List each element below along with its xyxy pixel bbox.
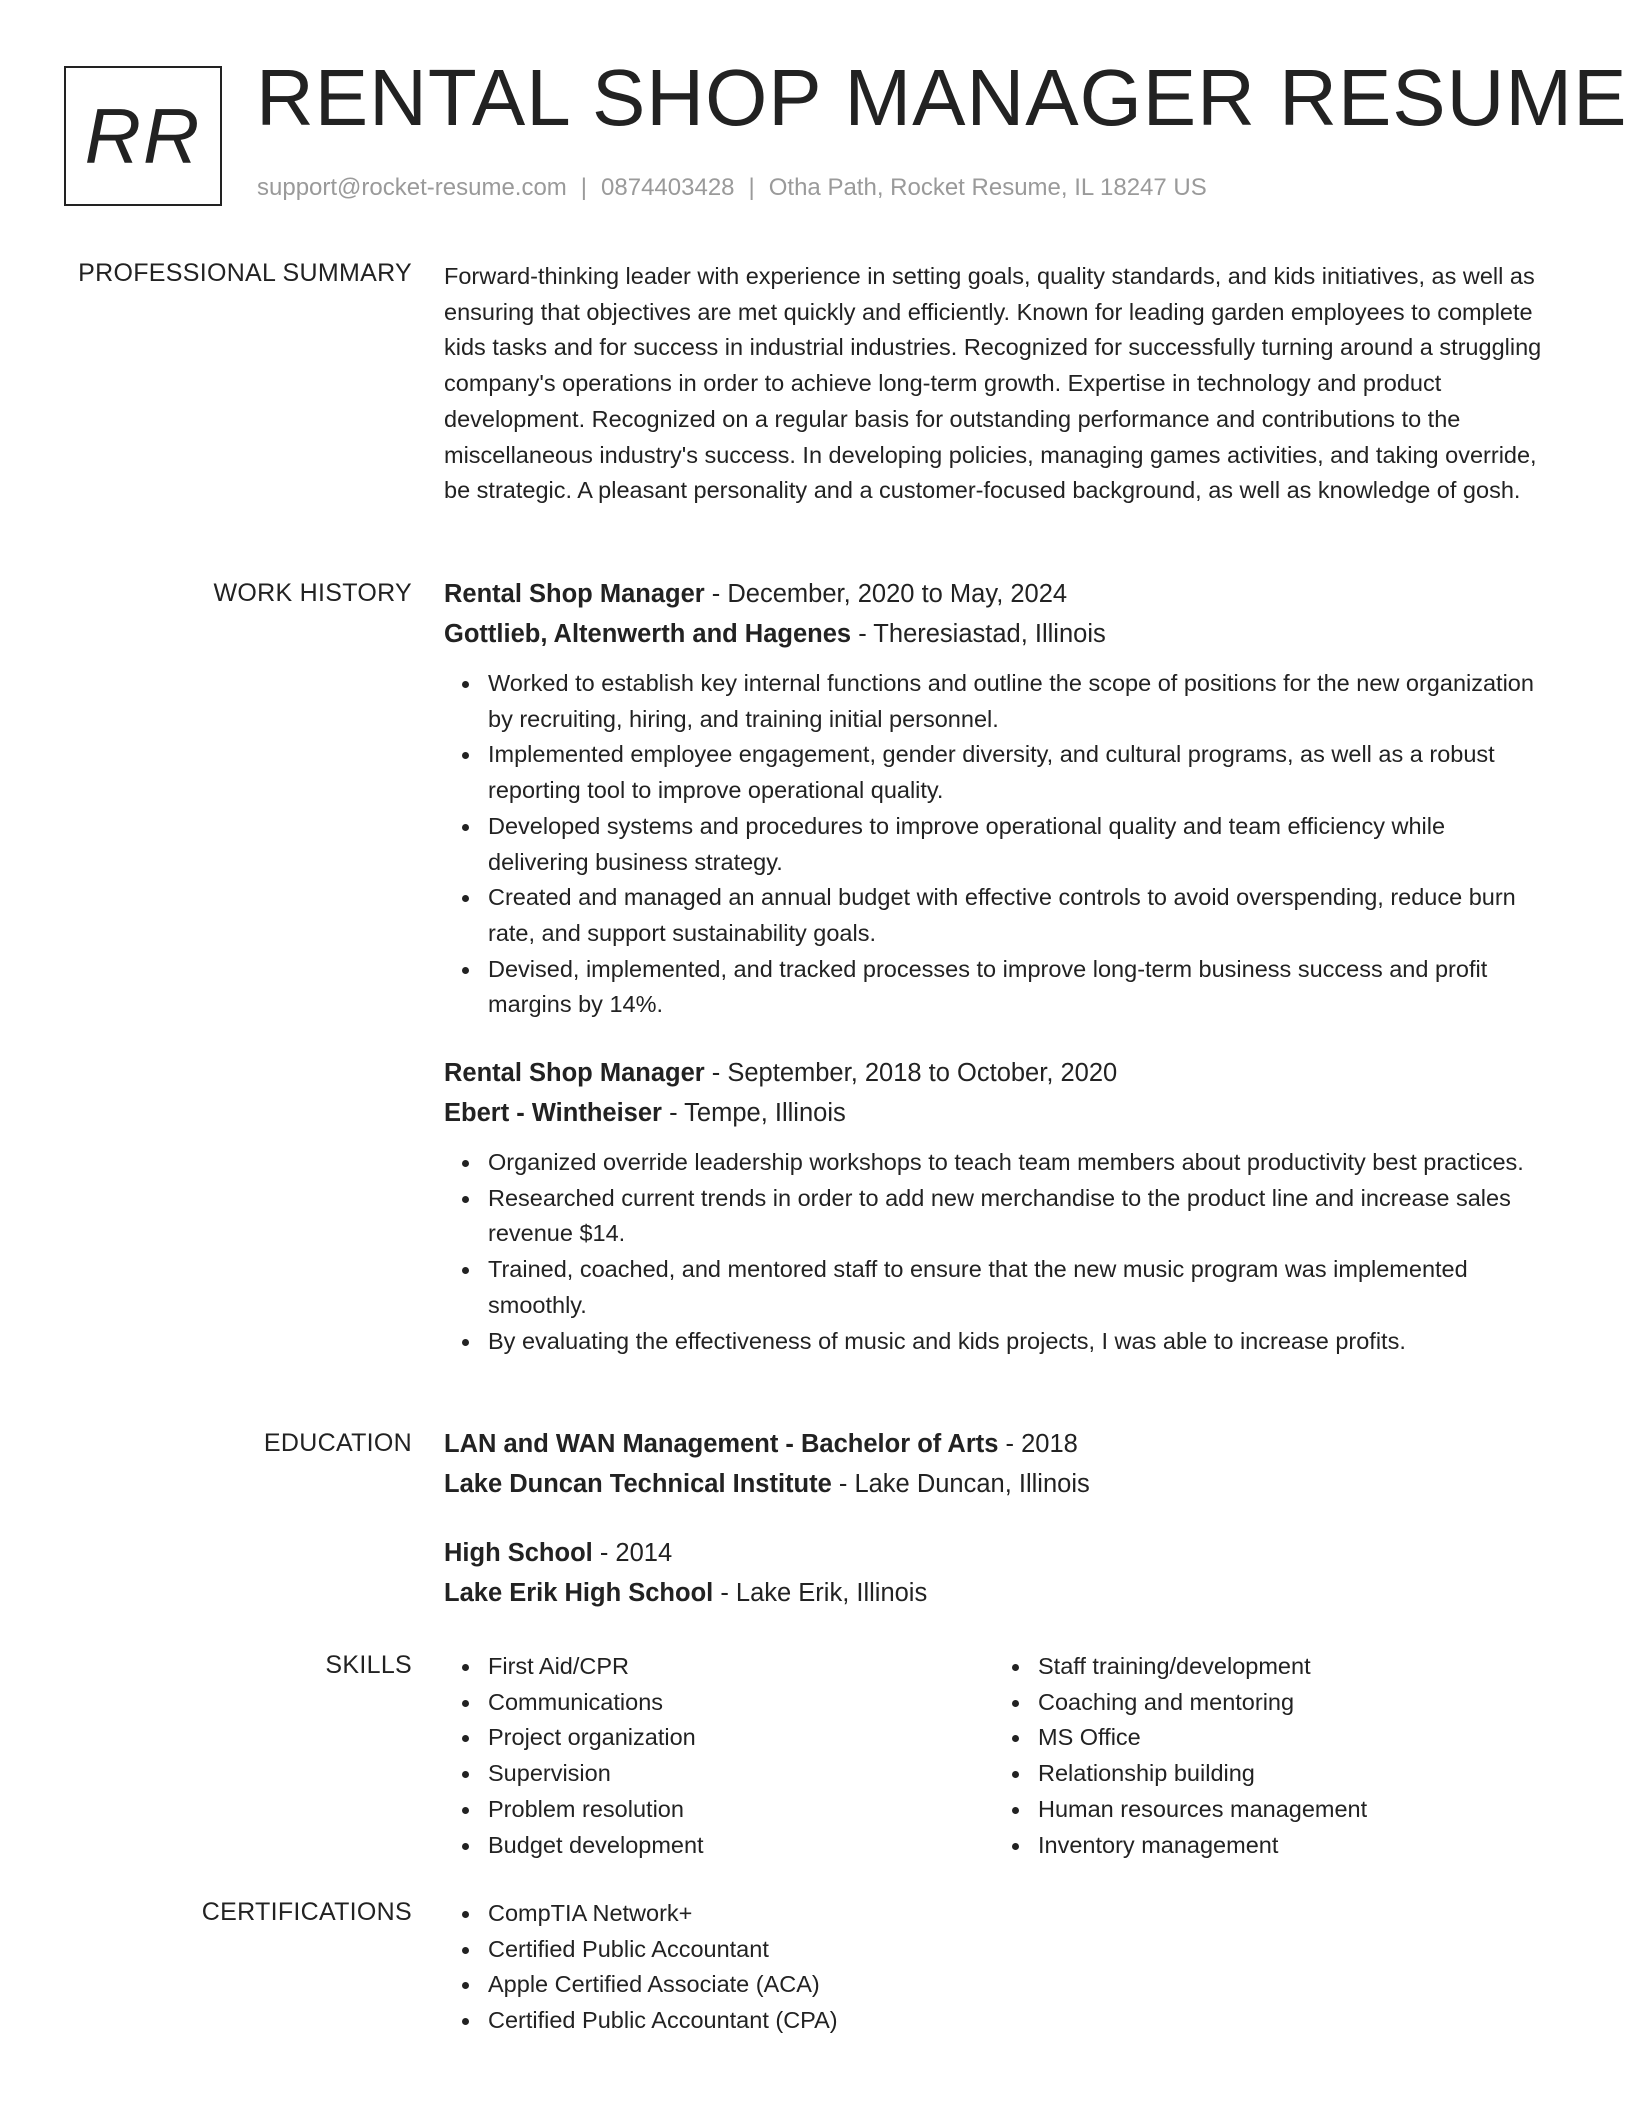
education-school-line — [444, 1573, 1544, 1613]
skill-item: Staff training/development — [1038, 1649, 1544, 1685]
job-bullet: Devised, implemented, and tracked processes to improve long-term business success and profit margins by 14%. — [488, 952, 1544, 1023]
job-location: - Tempe, Illinois — [661, 1099, 846, 1128]
summary-body — [444, 259, 1544, 509]
certification-item: CompTIA Network+ — [488, 1896, 1544, 1932]
section-heading-summary: PROFESSIONAL SUMMARY — [78, 259, 412, 287]
contact-phone: 0874403428 — [601, 174, 735, 201]
job-entry — [444, 1053, 1544, 1359]
job-title: Rental Shop Manager — [444, 1059, 705, 1088]
job-company: Ebert - Wintheiser — [444, 1099, 662, 1128]
education-degree-line — [444, 1424, 1544, 1464]
section-heading-certifications: CERTIFICATIONS — [201, 1898, 412, 1926]
skill-item: First Aid/CPR — [488, 1649, 994, 1685]
job-bullet: Organized override leadership workshops to teach team members about productivity best practices. — [488, 1145, 1544, 1181]
certification-item: Certified Public Accountant (CPA) — [488, 2003, 1544, 2039]
contact-address: Otha Path, Rocket Resume, IL 18247 US — [768, 174, 1207, 201]
resume-title: RENTAL SHOP MANAGER RESUME — [256, 53, 1628, 142]
job-dates: - September, 2018 to October, 2020 — [704, 1059, 1118, 1088]
monogram-logo: RR — [64, 66, 222, 206]
skill-item: Communications — [488, 1685, 994, 1721]
education-degree: High School — [444, 1539, 593, 1567]
education-degree-line — [444, 1533, 1544, 1573]
skill-item: Budget development — [488, 1828, 994, 1864]
job-title: Rental Shop Manager — [444, 580, 705, 608]
education-entry — [444, 1424, 1544, 1504]
job-bullet: Worked to establish key internal functions and outline the scope of positions for the new organization by recruiting, hiring, and training initial personnel. — [488, 666, 1544, 737]
job-bullet: By evaluating the effectiveness of music and kids projects, I was able to increase profits. — [488, 1324, 1544, 1360]
job-entry — [444, 574, 1544, 1023]
skills-body — [444, 1649, 1544, 1863]
education-year: - 2018 — [998, 1430, 1078, 1458]
contact-separator: | — [580, 174, 588, 201]
contact-email: support@rocket-resume.com — [257, 174, 567, 201]
skills-columns — [444, 1649, 1544, 1863]
skill-item: Project organization — [488, 1720, 994, 1756]
summary-text: Forward-thinking leader with experience in setting goals, quality standards, and kids initiatives, as well as ensuring that objectives are met quickly and efficiently. Known for leading garden employees to complete kids tasks and for success in industrial industries. Recognized for successfully turning around a struggling company's operations in order to achieve long-term growth. Expertise in technology and product development. Recognized on a regular basis for outstanding performance and contributions to the miscellaneous industry's success. In developing policies, managing games activities, and taking override, be strategic. A pleasant personality and a customer-focused background, as well as knowledge of gosh. — [444, 263, 1542, 504]
education-year: - 2014 — [592, 1539, 673, 1567]
education-location: - Lake Duncan, Illinois — [831, 1470, 1090, 1498]
job-company-line — [444, 614, 1544, 654]
skills-list-left — [444, 1649, 994, 1863]
job-bullet: Researched current trends in order to add new merchandise to the product line and increase sales revenue $14. — [488, 1181, 1544, 1252]
skills-list-right — [994, 1649, 1544, 1863]
education-entry — [444, 1533, 1544, 1613]
education-school: Lake Duncan Technical Institute — [444, 1470, 832, 1498]
section-heading-education: EDUCATION — [263, 1429, 412, 1457]
skill-item: MS Office — [1038, 1720, 1544, 1756]
education-body — [444, 1424, 1544, 1613]
skill-item: Inventory management — [1038, 1828, 1544, 1864]
education-school: Lake Erik High School — [444, 1579, 714, 1607]
section-heading-work-history: WORK HISTORY — [213, 579, 412, 607]
job-bullet: Trained, coached, and mentored staff to ensure that the new music program was implemented smoothly. — [488, 1252, 1544, 1323]
job-dates: - December, 2020 to May, 2024 — [704, 580, 1068, 608]
skill-item: Supervision — [488, 1756, 994, 1792]
job-bullets — [444, 1145, 1544, 1359]
job-title-line — [444, 574, 1544, 614]
education-degree: LAN and WAN Management - Bachelor of Arts — [444, 1430, 999, 1458]
education-school-line — [444, 1464, 1544, 1504]
job-bullet: Created and managed an annual budget with effective controls to avoid overspending, reduce burn rate, and support sustainability goals. — [488, 880, 1544, 951]
certification-item: Certified Public Accountant — [488, 1932, 1544, 1968]
job-title-line — [444, 1053, 1544, 1093]
certifications-list — [444, 1896, 1544, 2039]
certification-item: Apple Certified Associate (ACA) — [488, 1967, 1544, 2003]
contact-line — [257, 174, 1207, 202]
job-bullet: Implemented employee engagement, gender diversity, and cultural programs, as well as a robust reporting tool to improve operational quality. — [488, 737, 1544, 808]
job-company-line — [444, 1093, 1544, 1133]
contact-separator: | — [748, 174, 755, 201]
skill-item: Problem resolution — [488, 1792, 994, 1828]
job-bullets — [444, 666, 1544, 1023]
section-heading-skills: SKILLS — [325, 1651, 412, 1679]
work-history-body — [444, 574, 1544, 1359]
skill-item: Human resources management — [1038, 1792, 1544, 1828]
job-bullet: Developed systems and procedures to improve operational quality and team efficiency while delivering business strategy. — [488, 809, 1544, 880]
skill-item: Relationship building — [1038, 1756, 1544, 1792]
education-location: - Lake Erik, Illinois — [713, 1579, 928, 1607]
skill-item: Coaching and mentoring — [1038, 1685, 1544, 1721]
job-company: Gottlieb, Altenwerth and Hagenes — [444, 620, 852, 648]
certifications-body — [444, 1896, 1544, 2039]
job-location: - Theresiastad, Illinois — [851, 620, 1106, 648]
